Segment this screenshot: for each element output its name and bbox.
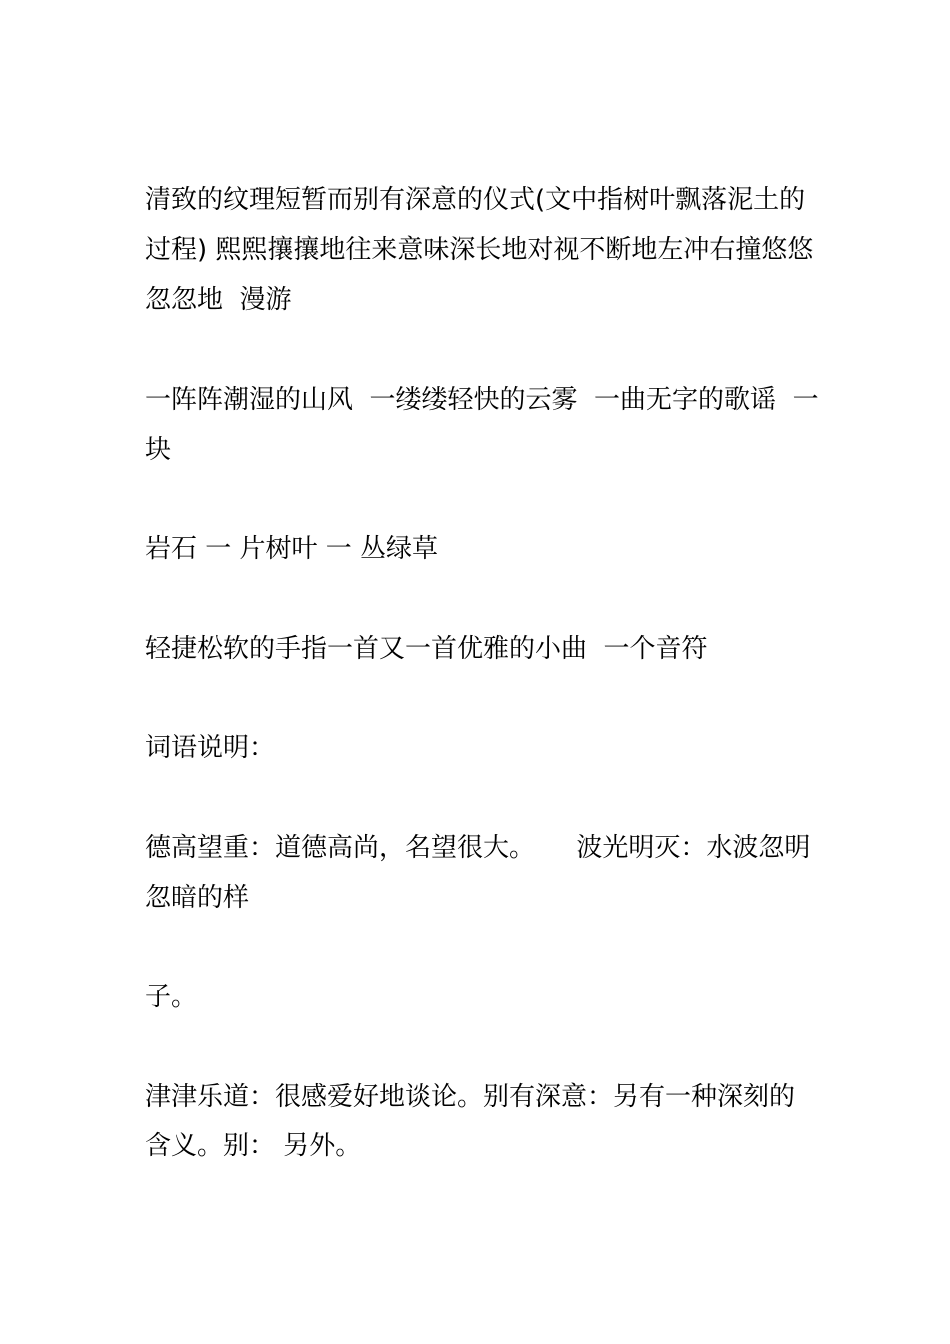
text-line-4: 一阵阵潮湿的山风 一缕缕轻快的云雾 一曲无字的歌谣 一: [145, 385, 819, 415]
text-line-6: 岩石 一 片树叶 一 丛绿草: [145, 534, 439, 564]
text-line-11: 子。: [145, 982, 198, 1012]
text-line-9: 德高望重：道德高尚，名望很大。 波光明灭：水波忽明: [145, 833, 811, 863]
text-line-12: 津津乐道：很感爱好地谈论。别有深意：另有一种深刻的: [145, 1082, 796, 1112]
text-line-1: 清致的纹理短暂而别有深意的仪式(文中指树叶飘落泥土的: [145, 185, 806, 215]
text-line-7: 轻捷松软的手指一首又一首优雅的小曲 一个音符: [145, 634, 708, 664]
text-line-5: 块: [145, 435, 172, 465]
section-heading: 词语说明：: [145, 733, 276, 763]
text-line-3: 忽忽地 漫游: [145, 285, 292, 315]
text-line-2: 过程) 熙熙攘攘地往来意味深长地对视不断地左冲右撞悠悠: [145, 235, 814, 265]
text-line-10: 忽暗的样: [145, 883, 250, 913]
text-line-13: 含义。别： 另外。: [145, 1131, 362, 1161]
